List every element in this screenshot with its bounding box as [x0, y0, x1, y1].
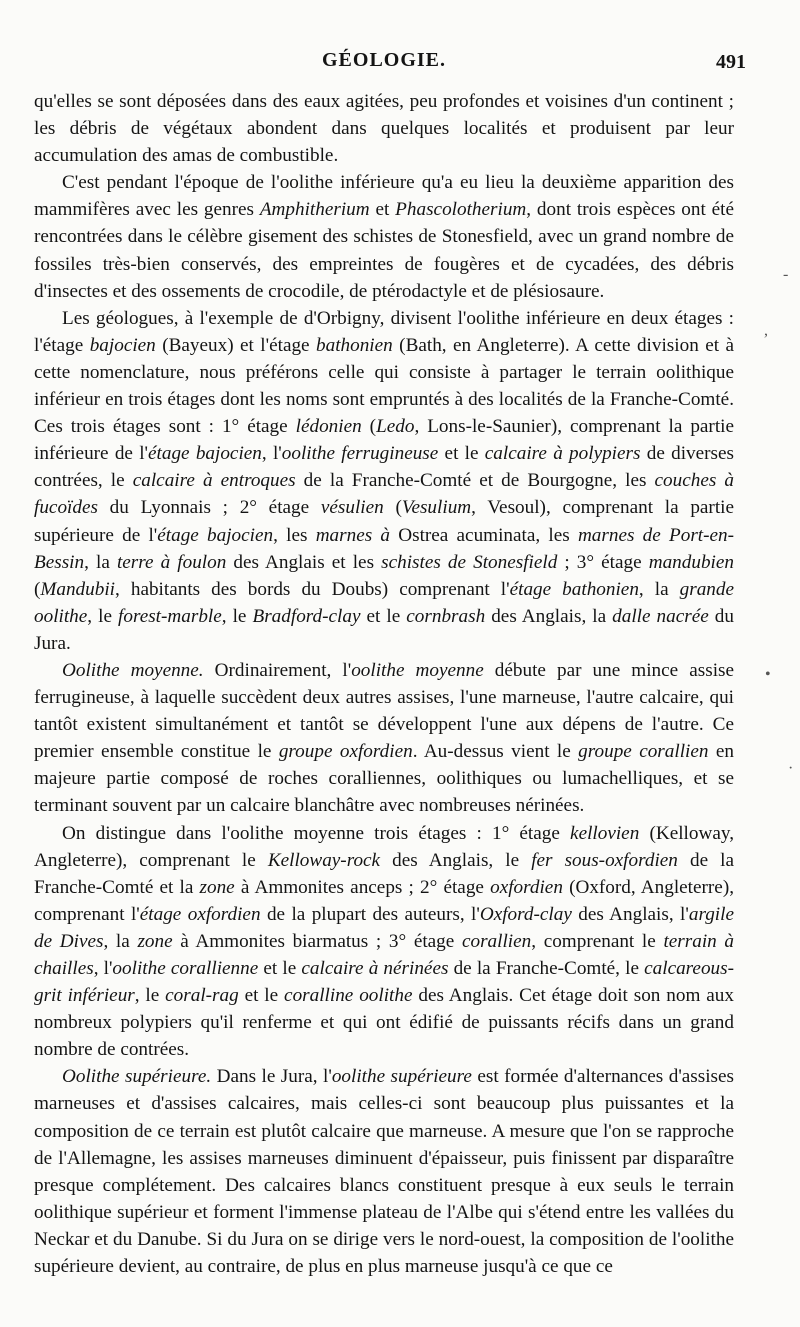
italic-run: Ledo — [376, 416, 415, 438]
text-run: On distingue dans l'oolithe moyenne trois étages : 1° étage — [62, 822, 571, 844]
italic-run: Kelloway-rock — [267, 849, 381, 871]
text-run: Les géologues, à l'exemple de d'Orbigny, divisent l'oolithe inférieure en deux étages : l'étage — [34, 307, 734, 356]
text-run: des Anglais. Cet étage doit son nom aux nombreux polypiers qu'il renferme et qui ont édifié de puissants récifs dans un grand nombre de contrées. — [34, 985, 734, 1061]
italic-run: groupe corallien — [578, 741, 709, 763]
text-run: ; 3° étage — [557, 551, 649, 573]
margin-mark: · — [788, 760, 794, 777]
italic-run: lédonien — [295, 416, 362, 438]
text-run: débute par une mince assise ferrugineuse, à laquelle succèdent deux autres assises, l'une marneuse, l'autre calcaire, qui tantôt existent simultanément et tantôt se développent l'une aux dépens de l'autre. Ce premier ensemble constitue le — [34, 659, 735, 763]
italic-run: Oolithe moyenne. — [62, 659, 204, 681]
italic-run: schistes de Stonesfield — [381, 551, 558, 573]
text-run: et le — [238, 985, 285, 1007]
text-run: de la Franche-Comté et la — [34, 849, 734, 898]
text-run: , l' — [93, 958, 113, 979]
italic-run: Phascolotherium — [395, 199, 527, 221]
margin-mark: • — [765, 666, 771, 683]
paragraph — [34, 88, 734, 169]
italic-run: zone — [137, 930, 173, 952]
italic-run: dalle nacrée — [612, 605, 709, 627]
italic-run: coral-rag — [165, 985, 239, 1007]
italic-run: cornbrash — [406, 605, 486, 627]
text-run: de la Franche-Comté, le — [448, 958, 645, 979]
italic-run: zone — [199, 876, 235, 898]
italic-run: Oolithe supérieure. — [62, 1066, 212, 1088]
text-run: Ordinairement, l' — [203, 659, 352, 681]
text-run: (Bayeux) et l'étage — [155, 334, 316, 356]
text-run: , les — [273, 524, 316, 546]
text-run: , habitants des bords du Doubs) comprenant l' — [115, 578, 510, 600]
italic-run: marnes de Port-en-Bessin — [34, 524, 735, 573]
italic-run: grande oolithe — [34, 578, 734, 627]
text-run: ( — [361, 416, 377, 438]
page-header — [34, 49, 746, 79]
italic-run: terrain à chailles — [34, 930, 734, 979]
italic-run: couches à fucoïdes — [34, 470, 734, 519]
text-run: ( — [34, 578, 41, 600]
text-run: (Oxford, Angleterre), comprenant l' — [34, 876, 735, 925]
text-run: Dans le Jura, l' — [211, 1066, 332, 1088]
running-title: GÉOLOGIE. — [321, 49, 447, 71]
body-text — [34, 88, 734, 1280]
italic-run: étage bajocien — [148, 443, 262, 465]
italic-run: vésulien — [320, 497, 384, 519]
text-run: et — [369, 199, 396, 221]
italic-run: calcaire à polypiers — [484, 443, 641, 465]
text-run: Ostrea acuminata, les — [390, 524, 578, 546]
italic-run: calcareous-grit inférieur — [34, 958, 734, 1007]
text-run: , Lons-le-Saunier), comprenant la partie inférieure de l' — [34, 416, 734, 465]
italic-run: oolithe moyenne — [351, 659, 484, 681]
italic-run: groupe oxfordien — [278, 741, 413, 763]
paragraph — [34, 820, 734, 1064]
text-run: des Anglais, l' — [571, 903, 689, 925]
italic-run: corallien — [461, 930, 532, 952]
text-run: est formée d'alternances d'assises marneuses et d'assises calcaires, mais celles-ci sont beaucoup plus puissantes et la composition de ce terrain est plutôt calcaire que marneuse. A mesure que l'on se rapproche de l'Allemagne, les assises marneuses diminuent d'épaisseur, puis finissent par disparaître presque complétement. Des calcaires blancs constituent presque à eux seuls le terrain oolithique supérieur et forment l'immense plateau de l'Albe qui s'étend entre les vallées du Neckar et du Danube. Si du Jura on se dirige vers le nord-ouest, la composition de l'oolithe supérieure devient, au contraire, de plus en plus marneuse jusqu'à ce que ce — [34, 1066, 735, 1278]
text-run: , la — [84, 551, 117, 573]
italic-run: oxfordien — [490, 876, 563, 898]
italic-run: coralline oolithe — [284, 985, 413, 1007]
text-run: de diverses contrées, le — [34, 443, 734, 492]
italic-run: bajocien — [89, 334, 156, 356]
italic-run: étage oxfordien — [139, 903, 261, 925]
italic-run: Amphitherium — [259, 199, 370, 221]
italic-run: oolithe ferrugineuse — [281, 443, 439, 465]
italic-run: mandubien — [648, 551, 734, 573]
paragraph — [34, 1063, 734, 1280]
italic-run: étage bajocien — [157, 524, 274, 546]
paragraph — [34, 305, 734, 657]
italic-run: marnes à — [315, 524, 391, 546]
text-run: à Ammonites anceps ; 2° étage — [234, 876, 491, 898]
paragraph — [34, 657, 734, 820]
italic-run: bathonien — [316, 334, 393, 356]
italic-run: étage bathonien — [509, 578, 639, 600]
italic-run: Mandubii — [40, 578, 116, 600]
italic-run: argile de Dives — [34, 903, 734, 952]
text-run: , la — [638, 578, 680, 600]
margin-mark: , — [764, 322, 768, 339]
italic-run: kellovien — [570, 822, 640, 844]
text-run: , comprenant le — [531, 930, 664, 952]
text-run: et le — [438, 443, 485, 465]
italic-run: Vesulium — [401, 497, 472, 519]
book-page — [34, 0, 746, 1327]
italic-run: forest-marble — [118, 605, 222, 627]
italic-run: fer sous-oxfordien — [531, 849, 678, 871]
italic-run: terre à foulon — [116, 551, 227, 573]
text-run: des Anglais, la — [485, 605, 613, 627]
text-run: , le — [134, 985, 166, 1007]
text-run: de la plupart des auteurs, l' — [260, 903, 480, 925]
page-number: 491 — [716, 51, 746, 73]
text-run: . Au-dessus vient le — [412, 741, 579, 763]
text-run: , le — [87, 605, 119, 627]
text-run: , l' — [261, 443, 282, 465]
italic-run: oolithe corallienne — [112, 958, 259, 979]
text-run: (Bath, en Angleterre). A cette division et à cette nomenclature, nous préférons celle qui consiste à partager le terrain oolithique inférieur en trois étages dont les noms sont empruntés à des localités de la Franche-Comté. Ces trois étages sont : 1° étage — [34, 334, 735, 438]
italic-run: calcaire à entroques — [132, 470, 296, 492]
text-run: , dont trois espèces ont été rencontrées dans le célèbre gisement des schistes de Stonesfield, avec un grand nombre de fossiles très-bien conservés, des empreintes de fougères et de cycadées, des débris d'insectes et des ossements de crocodile, de ptérodactyle et de plésiosaure. — [34, 199, 735, 302]
text-run: des Anglais et les — [226, 551, 382, 573]
italic-run: Oxford-clay — [479, 903, 572, 925]
text-run: en majeure partie composé de roches coralliennes, oolithiques ou lumachelliques, et se terminant souvent par un calcaire blanchâtre avec nombreuses nérinées. — [34, 741, 734, 817]
italic-run: oolithe supérieure — [331, 1066, 472, 1088]
text-run: C'est pendant l'époque de l'oolithe inférieure qu'a eu lieu la deuxième apparition des mammifères avec les genres — [34, 172, 734, 221]
italic-run: Bradford-clay — [252, 605, 361, 627]
text-run: et le — [360, 605, 407, 627]
text-run: (Kelloway, Angleterre), comprenant le — [34, 822, 734, 871]
text-run: et le — [258, 958, 302, 979]
text-run: des Anglais, le — [380, 849, 532, 871]
margin-mark: - — [783, 266, 789, 283]
text-run: de la Franche-Comté et de Bourgogne, les — [295, 470, 655, 492]
text-run: du Jura. — [34, 605, 734, 654]
italic-run: calcaire à nérinées — [301, 958, 449, 979]
text-run: à Ammonites biarmatus ; 3° étage — [172, 930, 462, 952]
text-run: , la — [103, 930, 138, 952]
text-run: , Vesoul), comprenant la partie supérieure de l' — [34, 497, 734, 546]
text-run: du Lyonnais ; 2° étage — [97, 497, 321, 519]
text-run: ( — [383, 497, 402, 519]
paragraph — [34, 169, 734, 304]
text-run: , le — [221, 605, 253, 627]
text-run: qu'elles se sont déposées dans des eaux agitées, peu profondes et voisines d'un continent ; les débris de végétaux abondent dans quelques localités et produisent par leur accumulation des amas de combustible. — [34, 91, 734, 167]
